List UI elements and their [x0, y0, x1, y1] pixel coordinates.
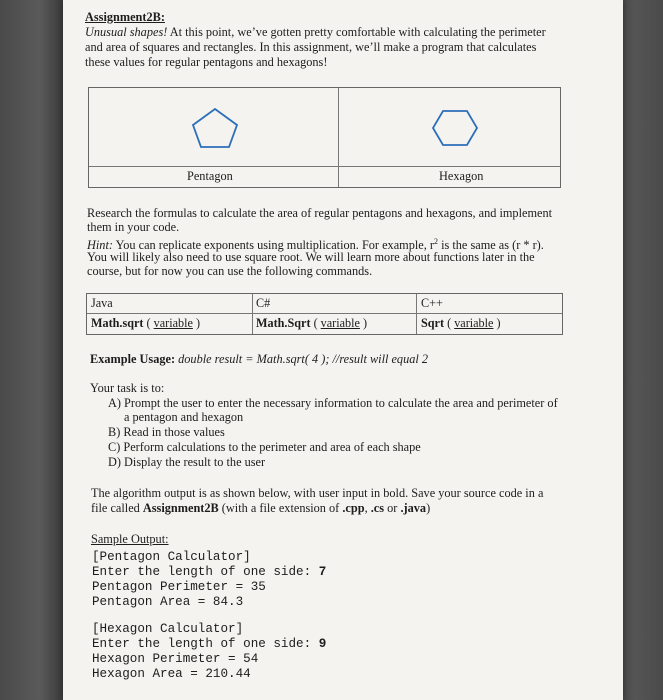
cpp-sqrt-command [421, 316, 501, 331]
desc-text-a: file called [91, 501, 143, 515]
pentagon-output-header: [Pentagon Calculator] [92, 550, 251, 564]
hint-text-b: is the same as (r * r). [438, 238, 544, 253]
hint-text-a: You can replicate exponents using multiplication. For example, r [112, 238, 434, 253]
task-item-c: C) Perform calculations to the perimeter and area of each shape [108, 440, 421, 454]
intro-line-3: these values for regular pentagons and hexagons! [85, 55, 328, 69]
csharp-cmd: Math.Sqrt [256, 316, 311, 330]
pentagon-shape [189, 106, 241, 150]
task-item-d: D) Display the result to the user [108, 455, 266, 469]
output-desc-line-1: The algorithm output is as shown below, with user input in bold. Save your source code in a [91, 486, 544, 500]
pentagon-perimeter: Pentagon Perimeter = 35 [92, 580, 266, 594]
ext-cs: .cs [370, 501, 385, 515]
csharp-paren-open: ( [310, 316, 321, 330]
lang-divider-horizontal [87, 313, 562, 314]
task-item-a: A) Prompt the user to enter the necessary information to calculate the area and perimeter of [108, 396, 558, 410]
java-sqrt-command [91, 316, 200, 331]
output-desc-line-2 [91, 501, 430, 516]
research-line-1: Research the formulas to calculate the area of regular pentagons and hexagons, and implement [87, 206, 553, 220]
sample-output-title: Sample Output: [91, 532, 169, 546]
lang-divider-1 [252, 294, 253, 334]
hint-superscript: 2 [434, 237, 438, 246]
shapes-divider-horizontal [89, 166, 560, 167]
task-item-b: B) Read in those values [108, 425, 225, 439]
document-page [63, 0, 623, 700]
header-csharp: C# [256, 296, 271, 310]
cpp-paren-close: ) [493, 316, 501, 330]
hexagon-prompt [92, 637, 326, 652]
hexagon-output-header: [Hexagon Calculator] [92, 622, 244, 636]
intro-line-1 [85, 25, 546, 40]
research-line-2: them in your code. [87, 220, 180, 234]
task-intro: Your task is to: [90, 381, 165, 395]
task-item-a-cont: a pentagon and hexagon [124, 410, 244, 424]
intro-line-2: and area of squares and rectangles. In this assignment, we’ll make a program that calculates [85, 40, 537, 54]
cpp-paren-open: ( [444, 316, 455, 330]
cpp-cmd: Sqrt [421, 316, 445, 330]
sqrt-commands-table [86, 293, 563, 335]
hexagon-shape [431, 108, 479, 148]
pentagon-prompt-text: Enter the length of one side: [92, 565, 319, 579]
csharp-arg: variable [320, 316, 360, 330]
pentagon-user-input: 7 [318, 565, 327, 579]
hexagon-prompt-text: Enter the length of one side: [92, 637, 319, 651]
ext-java: .java [400, 501, 427, 515]
pentagon-prompt [92, 565, 326, 580]
pentagon-label: Pentagon [187, 169, 233, 183]
assignment-heading: Assignment2B: [85, 10, 165, 24]
example-usage [90, 352, 428, 367]
java-cmd: Math.sqrt [91, 316, 144, 330]
header-cpp: C++ [421, 296, 443, 310]
hint-line-3: course, but for now you can use the following commands. [87, 264, 373, 278]
example-label: Example Usage: [90, 352, 176, 366]
desc-sep-1: , [364, 501, 371, 515]
desc-sep-2: or [384, 501, 401, 515]
lang-divider-2 [416, 294, 417, 334]
hexagon-user-input: 9 [318, 637, 327, 651]
java-paren-close: ) [192, 316, 200, 330]
cpp-arg: variable [454, 316, 494, 330]
hexagon-area: Hexagon Area = 210.44 [92, 667, 251, 681]
shapes-table [88, 87, 561, 188]
csharp-paren-close: ) [359, 316, 368, 330]
desc-filename: Assignment2B [142, 501, 219, 515]
java-paren-open: ( [143, 316, 154, 330]
hexagon-label: Hexagon [439, 169, 484, 183]
intro-line-1-rest: At this point, we’ve gotten pretty comfortable with calculating the perimeter [167, 25, 546, 39]
desc-end: ) [426, 501, 431, 515]
csharp-sqrt-command [256, 316, 367, 331]
header-java: Java [91, 296, 113, 310]
pentagon-area: Pentagon Area = 84.3 [92, 595, 244, 609]
hexagon-perimeter: Hexagon Perimeter = 54 [92, 652, 259, 666]
java-arg: variable [153, 316, 193, 330]
ext-cpp: .cpp [342, 501, 365, 515]
intro-italic: Unusual shapes! [85, 25, 168, 39]
hint-line-2: You will likely also need to use square root. We will learn more about functions later in the [87, 250, 535, 264]
desc-text-b: (with a file extension of [218, 501, 343, 515]
shapes-divider-vertical [338, 88, 339, 187]
hint-label: Hint: [87, 238, 113, 253]
example-code: double result = Math.sqrt( 4 ); //result will equal 2 [175, 352, 429, 366]
